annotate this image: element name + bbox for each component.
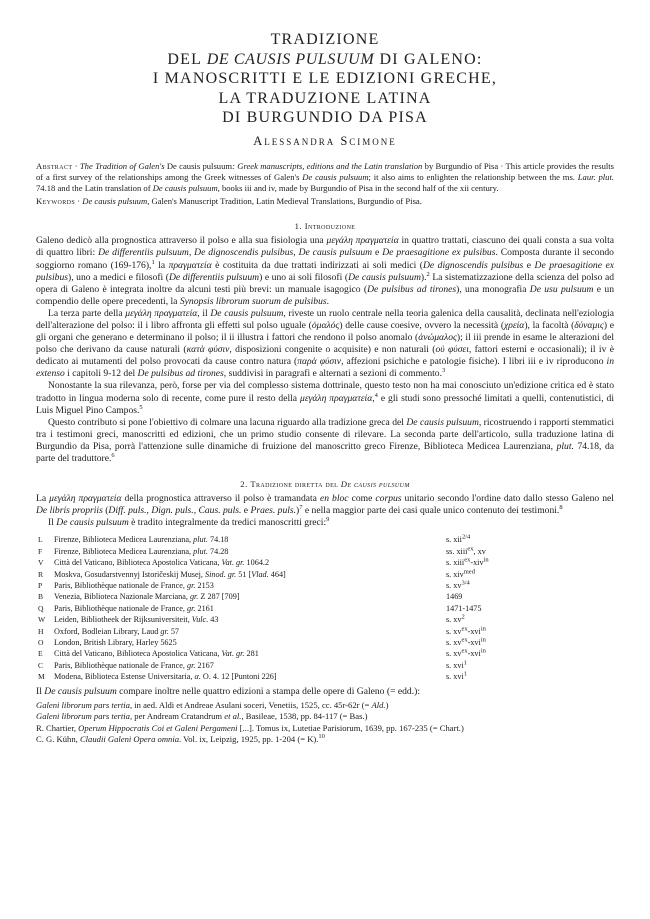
article-title bbox=[36, 30, 614, 128]
manuscript-siglum: P bbox=[38, 581, 43, 590]
manuscript-row bbox=[36, 603, 614, 614]
manuscript-date: s. $xv^{ex}-xvi^{in}$ bbox=[446, 647, 486, 659]
manuscript-shelfmark: Paris, Bibliothèque nationale de France, gr. 2153 bbox=[54, 581, 214, 590]
manuscript-row bbox=[36, 614, 614, 625]
manuscript-siglum: C bbox=[38, 660, 44, 670]
manuscript-date: s. xvi$^1$ bbox=[446, 659, 467, 670]
manuscript-shelfmark: Città del Vaticano, Biblioteca Apostolica Vaticana, Vat. gr. 1064.2 bbox=[54, 558, 270, 568]
title-line-1: TRADIZIONE bbox=[270, 31, 380, 48]
manuscript-row bbox=[36, 591, 614, 602]
manuscript-row bbox=[36, 637, 614, 648]
edition-entry: R. Chartier, Operum Hippocratis Coi et Galeni Pergameni [...]. Tomus ix, Lutetiae Parisiorum, 1639, pp. 167-235 (= Chart.) bbox=[36, 722, 464, 733]
manuscript-siglum: F bbox=[38, 546, 43, 556]
title-line-5: DI BURGUNDIO DA PISA bbox=[222, 109, 428, 126]
manuscript-row bbox=[36, 626, 614, 637]
title-line-2: DEL DE CAUSIS PULSUUM DI GALENO: bbox=[167, 50, 483, 68]
manuscript-date: s. xii$^{2/4}$ bbox=[446, 533, 471, 545]
manuscript-date: ss. xiii$^{ex}$, xv bbox=[446, 545, 486, 556]
manuscript-siglum: L bbox=[38, 535, 43, 545]
edition-entry: C. G. Kühn, Claudii Galeni Opera omnia. Vol. ix, Leipzig, 1925, pp. 1-204 (= K).$^{10}$ bbox=[36, 733, 325, 744]
manuscript-row bbox=[36, 660, 614, 671]
manuscript-row bbox=[36, 557, 614, 568]
manuscript-date: 1469 bbox=[446, 592, 463, 602]
manuscript-shelfmark: Leiden, Bibliotheek der Rijksuniversiteit, Vulc. 43 bbox=[54, 615, 219, 625]
manuscript-siglum: W bbox=[38, 615, 46, 625]
article-page bbox=[36, 30, 614, 745]
manuscript-siglum: Q bbox=[38, 603, 44, 613]
keywords: Keywords · De causis pulsuum, Galen's Manuscript Tradition, Latin Medieval Translations, Burgundio of Pisa. bbox=[36, 196, 422, 207]
manuscript-siglum: M bbox=[38, 672, 45, 682]
keywords-label: Keywords bbox=[36, 196, 76, 207]
edition-entry: Galeni librorum pars tertia, per Andream Cratandrum et al., Basileae, 1538, pp. 84-117 (= Bas.) bbox=[36, 711, 368, 722]
tradition-paragraph-3: Il De causis pulsuum compare inoltre nelle quattro edizioni a stampa delle opere di Galeno (= edd.): bbox=[36, 685, 420, 697]
manuscript-date: s. $xv^{ex}-xvi^{in}$ bbox=[446, 624, 486, 636]
manuscript-siglum: E bbox=[38, 649, 43, 659]
manuscript-date: s. $xv^{3/4}$ bbox=[446, 579, 470, 590]
manuscript-date: s. $xv^2$ bbox=[446, 613, 465, 625]
manuscript-shelfmark: Modena, Biblioteca Estense Universitaria, α. O. 4. 12 [Puntoni 226] bbox=[54, 672, 277, 682]
author-name: Alessandra Scimone bbox=[253, 133, 397, 148]
title-line-3: I MANOSCRITTI E LE EDIZIONI GRECHE, bbox=[152, 70, 498, 87]
manuscript-row bbox=[36, 671, 614, 682]
intro-paragraph-1: Galeno dedicò alla prognostica attraverso il polso e alla sua fisiologia una μεγάλη πραγματεία in quattro trattati, ciascuno dei quali consta a sua volta di quattro libri: De differentiis pulsuum, De dignoscendis pulsibus, De causis pulsuum e De praesagitione ex pulsibus. Composta durante il secondo soggiorno romano (169-176),$^1$ la πραγματεία è costituita da due trattati indirizzati ai soli medici (De dignoscendis pulsibus e De praesagitione ex pulsibus), uno a medici e filosofi (De differentiis pulsuum) e uno ai soli filosofi (De causis pulsuum).$^2$ La sistematizzazione della scienza del polso ad opera di Galeno è integrata inoltre da alcuni testi più brevi: un manuale isagogico (De pulsibus ad tirones), una monografia De usu pulsuum e un compendio delle opere precedenti, la Synopsis librorum suorum de pulsibus. bbox=[36, 235, 614, 307]
manuscript-row bbox=[36, 534, 614, 545]
manuscript-date: s. xiv$^{med}$ bbox=[446, 567, 475, 579]
intro-paragraph-4: Questo contributo si pone l'obiettivo di colmare una lacuna riguardo alla tradizione greca del De causis pulsuum, ricostruendo i rapporti stemmatici tra i testimoni greci, manoscritti ed edizioni, che un primo studio consente di rilevare. La seconda parte dell'articolo, sulla traduzione latina di Burgundio da Pisa, porrà l'attenzione sulle dinamiche di fruizione del manoscritto greco Firenze, Biblioteca Medicea Laurenziana, plut. 74.18, da parte del traduttore.$^6$ bbox=[36, 416, 615, 464]
manuscript-shelfmark: Firenze, Biblioteca Medicea Laurenziana, plut. 74.18 bbox=[54, 535, 229, 545]
manuscript-shelfmark: Venezia, Biblioteca Nazionale Marciana, gr. Z 287 [709] bbox=[54, 592, 240, 602]
manuscript-siglum: H bbox=[38, 626, 44, 636]
manuscript-date: s. xvi$^1$ bbox=[446, 670, 467, 682]
tradition-paragraph-2: Il De causis pulsuum è tradito integralmente da tredici manoscritti greci:$^9$ bbox=[48, 516, 330, 529]
manuscript-siglum: V bbox=[38, 558, 44, 568]
manuscript-shelfmark: Moskva, Gosudarstvennyj Istoričeskij Musej, Sinod. gr. 51 [Vlad. 464] bbox=[54, 569, 286, 579]
manuscript-shelfmark: Paris, Bibliothèque nationale de France, gr. 2167 bbox=[54, 660, 214, 670]
manuscript-row bbox=[36, 580, 614, 591]
manuscript-shelfmark: Firenze, Biblioteca Medicea Laurenziana, plut. 74.28 bbox=[54, 546, 229, 556]
manuscript-row bbox=[36, 569, 614, 580]
manuscript-list bbox=[36, 534, 614, 682]
manuscript-siglum: B bbox=[38, 592, 44, 602]
manuscript-shelfmark: Oxford, Bodleian Library, Laud gr. 57 bbox=[54, 626, 179, 636]
manuscript-row bbox=[36, 546, 614, 557]
manuscript-siglum: O bbox=[38, 638, 44, 648]
intro-paragraph-2: La terza parte della μεγάλη πραγματεία, il De causis pulsuum, riveste un ruolo centrale nella teoria galenica della causalità, declinata nell'eziologia dell'alterazione del polso: il i libro affronta gli effetti sul polso uguale (ὁμαλός) delle cause coesive, ovvero la necessità (χρεία), la facoltà (δύναμις) e gli organi che generano e determinano il polso; il ii illustra i fattori che rendono il polso anomalo (ἀνώμαλος); il iii prende in esame le alterazioni del polso che derivano da cause naturali (κατὰ φύσιν, disposizioni congenite o acquisite) e non naturali (οὐ φύσει, fattori esterni e occasionali); il iv è dedicato ai mutamenti del polso provocati da cause contro natura (παρὰ φύσιν, affezioni psichiche e patologie fisiche). I libri iii e iv riproducono in extenso i capitoli 9-12 del De pulsibus ad tirones, suddivisi in paragrafi e alternati a sezioni di commento.$^3$ bbox=[36, 307, 614, 380]
manuscript-date: s. $xv^{ex}-xvi^{in}$ bbox=[446, 636, 486, 648]
intro-paragraph-3: Nonostante la sua rilevanza, però, forse per via del complesso sistema dottrinale, questo testo non ha mai conosciuto un'edizione critica ed è stato tradotto in lingua moderna solo di recente, come pure il resto della μεγάλη πραγματεία,$^4$ e gli studi sono pressoché limitati a quelli, contenutistici, di Luis Miguel Pino Campos.$^5$ bbox=[36, 380, 614, 416]
manuscript-shelfmark: London, British Library, Harley 5625 bbox=[54, 638, 177, 648]
tradition-paragraph-1: La μεγάλη πραγματεία della prognostica attraverso il polso è tramandata en bloc come corpus unitario secondo l'ordine dato dallo stesso Galeno nel De libris propriis (Diff. puls., Dign. puls., Caus. puls. e Praes. puls.)$^7$ e nella maggior parte dei casi quale unico contenuto dei testimoni.$^8$ bbox=[36, 493, 614, 517]
manuscript-siglum: R bbox=[38, 569, 44, 579]
title-line-4: LA TRADUZIONE LATINA bbox=[218, 89, 432, 107]
manuscript-shelfmark: Città del Vaticano, Biblioteca Apostolica Vaticana, Vat. gr. 281 bbox=[54, 649, 259, 659]
manuscript-date: 1471-1475 bbox=[446, 603, 482, 613]
manuscript-row bbox=[36, 648, 614, 659]
abstract: Abstract · The Tradition of Galen's De causis pulsuum: Greek manuscripts, editions and the Latin translation by Burgundio of Pisa · This article provides the results of a first survey of the relationships among the Greek witnesses of Galen's De causis pulsuum; it also aims to enlighten the relationship between the ms. Laur. plut. 74.18 and the Latin translation of De causis pulsuum, books iii and iv, made by Burgundio of Pisa in the second half of the xii century. bbox=[36, 160, 614, 193]
manuscript-date: s. xiii$^{ex}$-xiv$^{in}$ bbox=[446, 556, 489, 568]
editions-list bbox=[36, 700, 614, 746]
manuscript-shelfmark: Paris, Bibliothèque nationale de France, gr. 2161 bbox=[54, 603, 214, 613]
abstract-label: Abstract bbox=[36, 160, 73, 171]
section-heading-direct-tradition: 2. Tradizione diretta del De causis pulsuum bbox=[240, 479, 410, 490]
section-heading-introduction: 1. Introduzione bbox=[294, 221, 356, 232]
edition-entry: Galeni librorum pars tertia, in aed. Aldi et Andreae Asulani soceri, Venetiis, 1525, cc. 45r-62r (= Ald.) bbox=[36, 699, 389, 710]
